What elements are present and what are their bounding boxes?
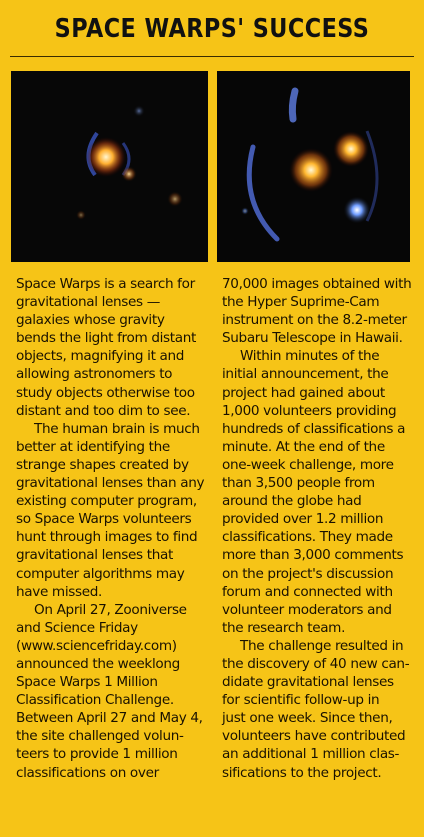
text-line: Subaru Telescope in Hawaii. <box>222 330 403 347</box>
text-line: distant and too dim to see. <box>16 402 191 419</box>
text-line: the discovery of 40 new can- <box>222 655 410 672</box>
title-divider <box>10 56 414 57</box>
text-line: computer algorithms may <box>16 565 185 582</box>
lens-image-left <box>11 71 208 262</box>
text-line: than 3,500 people from <box>222 475 375 492</box>
text-line: hundreds of classifications a <box>222 420 406 437</box>
text-line: objects, magnifying it and <box>16 348 185 365</box>
text-line: the site challenged volun- <box>16 728 184 745</box>
text-line: better at identifying the <box>16 438 170 455</box>
text-line: forum and connected with <box>222 583 393 600</box>
text-line: allowing astronomers to <box>16 366 173 383</box>
text-line: 1,000 volunteers providing <box>222 402 397 419</box>
text-line: provided over 1.2 million <box>222 511 384 528</box>
text-line: so Space Warps volunteers <box>16 511 192 528</box>
text-line: strange shapes created by <box>16 456 189 473</box>
text-line: around the globe had <box>222 493 362 510</box>
text-line: (www.sciencefriday.com) <box>16 637 177 654</box>
text-line: The human brain is much <box>34 420 200 437</box>
text-line: galaxies whose gravity <box>16 312 165 329</box>
text-line: classifications. They made <box>222 529 393 546</box>
text-line: announced the weeklong <box>16 655 180 672</box>
text-line: Space Warps is a search for <box>16 276 195 292</box>
text-line: one-week challenge, more <box>222 456 394 473</box>
article-title: SPACE WARPS' SUCCESS <box>54 14 370 44</box>
text-line: 70,000 images obtained with <box>222 276 412 292</box>
text-line: on the project's discussion <box>222 565 394 582</box>
text-line: bends the light from distant <box>16 330 196 347</box>
text-line: an additional 1 million clas- <box>222 746 400 763</box>
text-line: and Science Friday <box>16 619 138 636</box>
article-column-left <box>16 275 212 782</box>
text-line: the Hyper Suprime-Cam <box>222 294 380 311</box>
text-line: existing computer program, <box>16 493 197 510</box>
text-line: classifications on over <box>16 764 159 781</box>
text-line: Classification Challenge. <box>16 692 174 709</box>
text-line: minute. At the end of the <box>222 438 385 455</box>
text-line: teers to provide 1 million <box>16 746 178 763</box>
article-column-right <box>222 275 418 782</box>
text-line: for scientific follow-up in <box>222 692 380 709</box>
text-line: project had gained about <box>222 384 385 401</box>
text-line: the research team. <box>222 619 346 636</box>
text-line: study objects otherwise too <box>16 384 195 401</box>
text-line: volunteers have contributed <box>222 728 406 745</box>
text-line: gravitational lenses — <box>16 294 160 311</box>
text-line: just one week. Since then, <box>222 710 393 727</box>
lens-image-right <box>217 71 410 262</box>
text-line: didate gravitational lenses <box>222 674 394 691</box>
text-line: Between April 27 and May 4, <box>16 710 203 727</box>
text-line: hunt through images to find <box>16 529 198 546</box>
text-line: sifications to the project. <box>222 764 382 781</box>
text-line: have missed. <box>16 583 102 600</box>
text-line: more than 3,000 comments <box>222 547 404 564</box>
text-line: initial announcement, the <box>222 366 389 383</box>
text-line: gravitational lenses than any <box>16 475 205 492</box>
text-line: volunteer moderators and <box>222 601 392 618</box>
text-line: The challenge resulted in <box>240 637 404 654</box>
text-line: gravitational lenses that <box>16 547 173 564</box>
text-line: On April 27, Zooniverse <box>34 601 187 618</box>
text-line: Space Warps 1 Million <box>16 674 158 691</box>
text-line: instrument on the 8.2-meter <box>222 312 407 329</box>
text-line: Within minutes of the <box>240 348 380 365</box>
